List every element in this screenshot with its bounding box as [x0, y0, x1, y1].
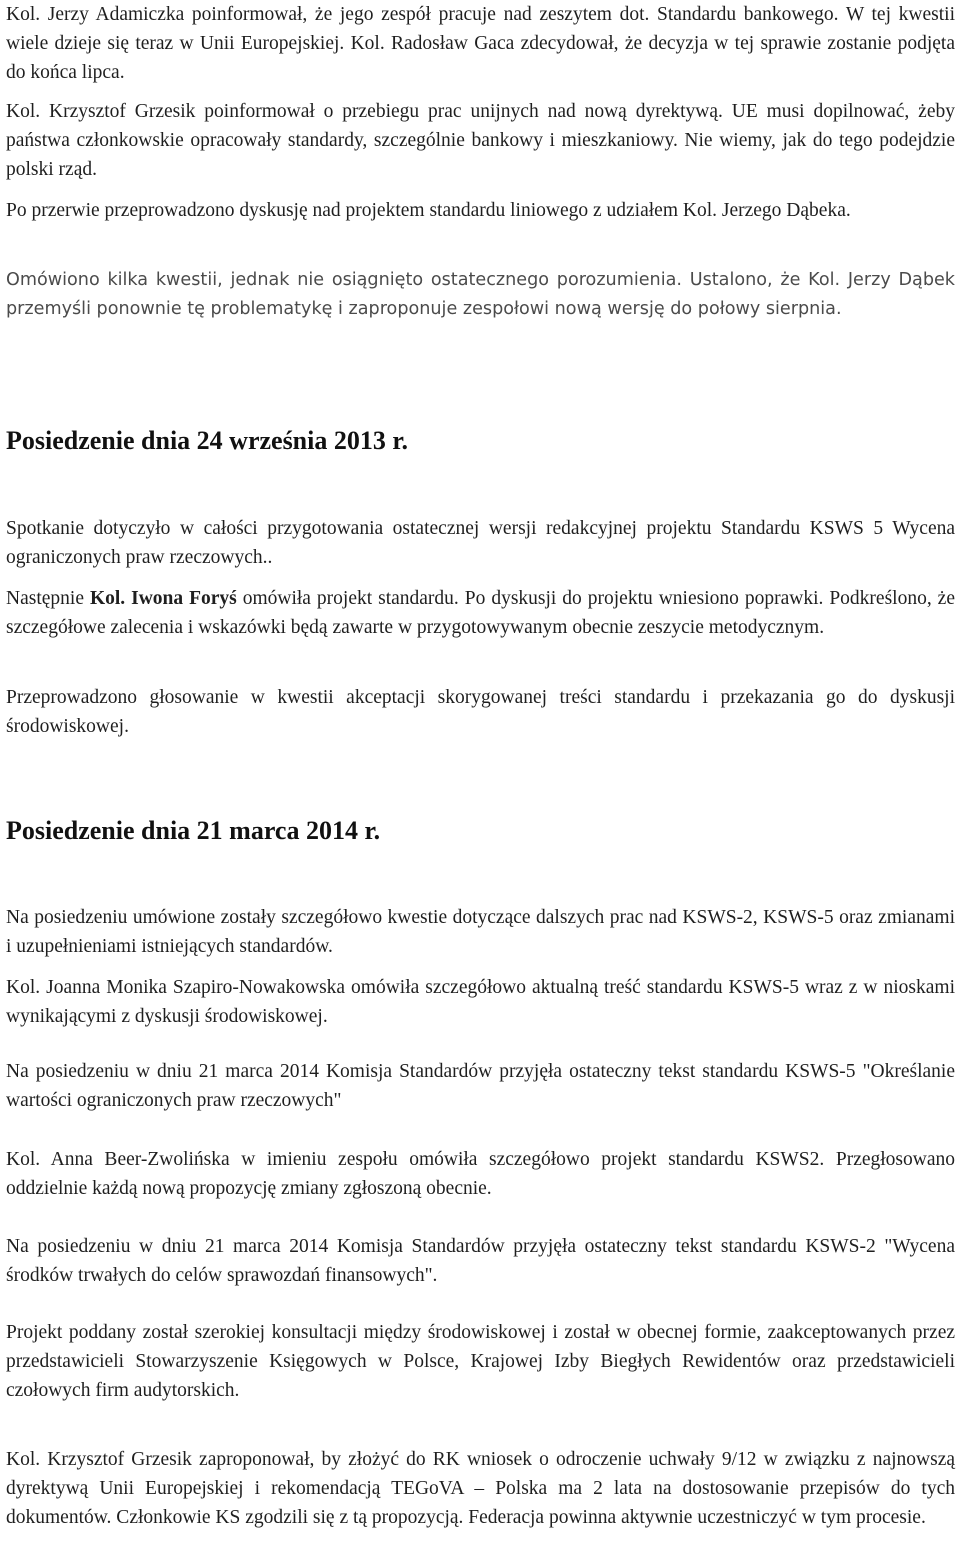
- paragraph-ksws-plans: Na posiedzeniu umówione zostały szczegółowo kwestie dotyczące dalszych prac nad KSWS-2, KSWS-5 oraz zmianami i uzupełnieniami istniejących standardów.: [6, 907, 955, 957]
- paragraph-no-agreement: Omówiono kilka kwestii, jednak nie osiągnięto ostatecznego porozumienia. Ustalono, że Kol. Jerzy Dąbek przemyśli ponownie tę problematykę i zaproponuje zespołowi nową wersję do połowy sierpnia.: [6, 270, 955, 319]
- paragraph-vote: Przeprowadzono głosowanie w kwestii akceptacji skorygowanej treści standardu i przekazania go do dyskusji środowiskowej.: [6, 687, 955, 737]
- paragraph-forys-rest: omówiła projekt standardu. Po dyskusji do projektu wniesiono poprawki. Podkreślono, że szczegółowe zalecenia i wskazówki będą zawarte w przygotowywanym obecnie zeszycie metodycznym.: [6, 588, 955, 638]
- paragraph-adamiczka: Kol. Jerzy Adamiczka poinformował, że jego zespół pracuje nad zeszytem dot. Standardu bankowego. W tej kwestii wiele dzieje się teraz w Unii Europejskiej. Kol. Radosław Gaca zdecydował, że decyzja w tej sprawie zostanie podjęta do końca lipca.: [6, 4, 955, 83]
- paragraph-grzesik-proposal: Kol. Krzysztof Grzesik zaproponował, by złożyć do RK wniosek o odroczenie uchwały 9/12 w związku z najnowszą dyrektywą Unii Europejskiej i rekomendacją TEGoVA – Polska ma 2 lata na dostosowanie przepisów do tych dokumentów. Członkowie KS zgodzili się z tą propozycją. Federacja powinna aktywnie uczestniczyć w tym procesie.: [6, 1449, 955, 1528]
- section-heading-2013: Posiedzenie dnia 24 września 2013 r.: [6, 426, 409, 455]
- person-name-forys: Kol. Iwona Foryś: [89, 588, 237, 609]
- paragraph-ksws5-adopted: Na posiedzeniu w dniu 21 marca 2014 Komisja Standardów przyjęła ostateczny tekst standardu KSWS-5 "Określanie wartości ograniczonych praw rzeczowych": [6, 1061, 955, 1111]
- paragraph-ksws5-meeting: Spotkanie dotyczyło w całości przygotowania ostatecznej wersji redakcyjnej projektu Standardu KSWS 5 Wycena ograniczonych praw rzeczowych..: [6, 518, 955, 568]
- paragraph-grzesik-directive: Kol. Krzysztof Grzesik poinformował o przebiegu prac unijnych nad nową dyrektywą. UE musi dopilnować, żeby państwa członkowskie opracowały standardy, szczególnie bankowy i mieszkaniowy. Nie wiemy, jak do tego podejdzie polski rząd.: [6, 101, 955, 180]
- paragraph-ksws2-adopted: Na posiedzeniu w dniu 21 marca 2014 Komisja Standardów przyjęła ostateczny tekst standardu KSWS-2 "Wycena środków trwałych do celów sprawozdań finansowych".: [6, 1236, 955, 1286]
- paragraph-dabek-discussion: Po przerwie przeprowadzono dyskusję nad projektem standardu liniowego z udziałem Kol. Jerzego Dąbeka.: [6, 200, 851, 221]
- paragraph-szapiro: Kol. Joanna Monika Szapiro-Nowakowska omówiła szczegółowo aktualną treść standardu KSWS-5 wraz z w nioskami wynikającymi z dyskusji środowiskowej.: [6, 977, 955, 1027]
- paragraph-consultation: Projekt poddany został szerokiej konsultacji między środowiskowej i został w obecnej formie, zaakceptowanych przez przedstawicieli Stowarzyszenie Księgowych w Polsce, Krajowej Izby Biegłych Rewidentów oraz przedstawicieli czołowych firm audytorskich.: [6, 1322, 955, 1401]
- section-heading-2014: Posiedzenie dnia 21 marca 2014 r.: [6, 816, 381, 845]
- paragraph-forys: [6, 584, 955, 642]
- paragraph-beer-zwolinska: Kol. Anna Beer-Zwolińska w imieniu zespołu omówiła szczegółowo projekt standardu KSWS2. Przegłosowano oddzielnie każdą nową propozycję zmiany zgłoszoną obecnie.: [6, 1149, 955, 1199]
- paragraph-forys-lead: Następnie: [6, 588, 90, 609]
